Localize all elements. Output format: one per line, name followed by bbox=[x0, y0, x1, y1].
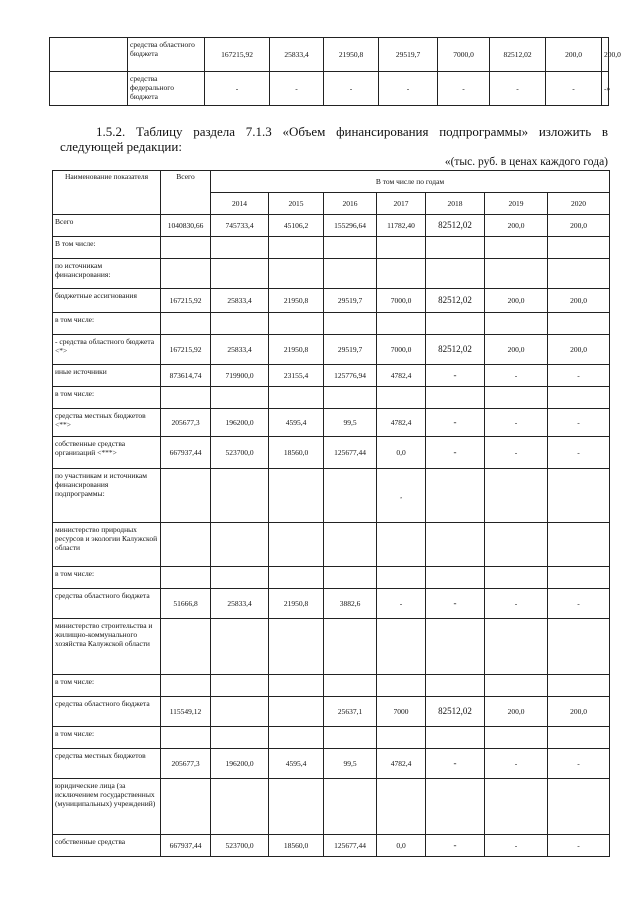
value-cell: 667937,44 bbox=[161, 437, 211, 469]
value-cell bbox=[269, 779, 324, 835]
value-cell: 125776,94 bbox=[324, 365, 377, 387]
value-cell bbox=[269, 523, 324, 567]
value-cell bbox=[324, 727, 377, 749]
header-year: 2014 bbox=[211, 193, 269, 215]
value-cell: - bbox=[548, 365, 610, 387]
value-cell: 167215,92 bbox=[161, 335, 211, 365]
value-cell bbox=[211, 469, 269, 523]
value-cell: 25637,1 bbox=[324, 697, 377, 727]
value-cell bbox=[377, 523, 426, 567]
value-cell: 21950,8 bbox=[269, 289, 324, 313]
value-cell: - bbox=[426, 409, 485, 437]
value-cell bbox=[269, 237, 324, 259]
value-cell bbox=[485, 313, 548, 335]
value-cell bbox=[324, 779, 377, 835]
value-cell: 29519,7 bbox=[324, 289, 377, 313]
row-label: в том числе: bbox=[53, 675, 161, 697]
value-cell: 0,0 bbox=[377, 835, 426, 857]
value-cell: 7000,0 bbox=[377, 289, 426, 313]
value-cell: - bbox=[485, 365, 548, 387]
table-row bbox=[53, 697, 610, 727]
value-cell bbox=[161, 387, 211, 409]
value-cell bbox=[211, 779, 269, 835]
row-label: по участникам и источникам финансирования подпрограммы: bbox=[53, 469, 161, 523]
value-cell bbox=[548, 313, 610, 335]
value-cell: 1040830,66 bbox=[161, 215, 211, 237]
value-cell: 23155,4 bbox=[269, 365, 324, 387]
value-cell: - bbox=[426, 749, 485, 779]
table-row bbox=[53, 437, 610, 469]
value-cell: 205677,3 bbox=[161, 749, 211, 779]
value-cell bbox=[377, 313, 426, 335]
value-cell: 0,0 bbox=[377, 437, 426, 469]
value-cell: - bbox=[270, 72, 324, 106]
row-label: средства областного бюджета bbox=[53, 697, 161, 727]
value-cell: 82512,02 bbox=[426, 335, 485, 365]
units-note: «(тыс. руб. в ценах каждого года) bbox=[444, 156, 608, 168]
value-cell bbox=[377, 387, 426, 409]
value-cell bbox=[426, 727, 485, 749]
value-cell: - bbox=[546, 72, 602, 106]
value-cell: 11782,40 bbox=[377, 215, 426, 237]
value-cell bbox=[485, 567, 548, 589]
header-total: Всего bbox=[161, 171, 211, 215]
value-cell bbox=[377, 259, 426, 289]
value-cell: 196200,0 bbox=[211, 409, 269, 437]
value-cell bbox=[211, 727, 269, 749]
header-year: 2017 bbox=[377, 193, 426, 215]
value-cell: - bbox=[485, 437, 548, 469]
value-cell: - bbox=[485, 835, 548, 857]
value-cell bbox=[485, 619, 548, 675]
table-row bbox=[53, 469, 610, 523]
value-cell: - bbox=[485, 589, 548, 619]
value-cell bbox=[485, 523, 548, 567]
value-cell bbox=[548, 675, 610, 697]
value-cell bbox=[426, 313, 485, 335]
row-label: по источникам финансирования: bbox=[53, 259, 161, 289]
value-cell bbox=[377, 567, 426, 589]
row-label: собственные средства bbox=[53, 835, 161, 857]
value-cell: 7000,0 bbox=[377, 335, 426, 365]
value-cell bbox=[211, 697, 269, 727]
value-cell: - bbox=[324, 72, 379, 106]
value-cell: - bbox=[377, 589, 426, 619]
value-cell: - bbox=[548, 835, 610, 857]
table-row bbox=[53, 365, 610, 387]
value-cell: 125677,44 bbox=[324, 437, 377, 469]
value-cell: 4595,4 bbox=[269, 409, 324, 437]
value-cell bbox=[548, 469, 610, 523]
value-cell bbox=[269, 619, 324, 675]
value-cell: 167215,92 bbox=[161, 289, 211, 313]
value-cell: 115549,12 bbox=[161, 697, 211, 727]
value-cell: 200,0 bbox=[546, 38, 602, 72]
value-cell: 82512,02 bbox=[426, 697, 485, 727]
table-row bbox=[53, 313, 610, 335]
value-cell bbox=[269, 697, 324, 727]
value-cell: 667937,44 bbox=[161, 835, 211, 857]
row-label: в том числе: bbox=[53, 387, 161, 409]
value-cell bbox=[211, 387, 269, 409]
value-cell bbox=[161, 523, 211, 567]
table-row bbox=[53, 727, 610, 749]
value-cell: 45106,2 bbox=[269, 215, 324, 237]
value-cell bbox=[548, 237, 610, 259]
table-row bbox=[53, 523, 610, 567]
value-cell bbox=[324, 567, 377, 589]
value-cell: 21950,8 bbox=[269, 589, 324, 619]
value-cell: 205677,3 bbox=[161, 409, 211, 437]
value-cell bbox=[426, 237, 485, 259]
value-cell: 18560,0 bbox=[269, 437, 324, 469]
row-label: собственные средства организаций <***> bbox=[53, 437, 161, 469]
value-cell bbox=[485, 259, 548, 289]
value-cell bbox=[485, 727, 548, 749]
value-cell: 4595,4 bbox=[269, 749, 324, 779]
value-cell bbox=[161, 313, 211, 335]
value-cell bbox=[377, 237, 426, 259]
value-cell bbox=[548, 727, 610, 749]
row-label: иные источники bbox=[53, 365, 161, 387]
value-cell bbox=[211, 675, 269, 697]
value-cell: - bbox=[438, 72, 490, 106]
financing-table bbox=[52, 170, 610, 857]
blank-cell bbox=[50, 72, 128, 106]
value-cell: 155296,64 bbox=[324, 215, 377, 237]
header-year: 2019 bbox=[485, 193, 548, 215]
row-label: средства областного бюджета bbox=[128, 38, 205, 72]
value-cell: - bbox=[426, 589, 485, 619]
table-row bbox=[53, 215, 610, 237]
value-cell: - bbox=[548, 749, 610, 779]
value-cell bbox=[269, 567, 324, 589]
value-cell bbox=[211, 237, 269, 259]
value-cell bbox=[426, 619, 485, 675]
value-cell: 7000 bbox=[377, 697, 426, 727]
value-cell bbox=[324, 619, 377, 675]
value-cell: - bbox=[426, 365, 485, 387]
value-cell: 4782,4 bbox=[377, 749, 426, 779]
header-year: 2015 bbox=[269, 193, 324, 215]
value-cell bbox=[426, 469, 485, 523]
row-label: юридические лица (за исключением государственных (муниципальных) учреждений) bbox=[53, 779, 161, 835]
value-cell bbox=[548, 523, 610, 567]
value-cell: 200,0 bbox=[602, 38, 609, 72]
value-cell: 196200,0 bbox=[211, 749, 269, 779]
value-cell bbox=[426, 259, 485, 289]
header-year: 2020 bbox=[548, 193, 610, 215]
value-cell: -» bbox=[602, 72, 609, 106]
value-cell: 3882,6 bbox=[324, 589, 377, 619]
value-cell: 523700,0 bbox=[211, 437, 269, 469]
table-row bbox=[53, 567, 610, 589]
value-cell: - bbox=[379, 72, 438, 106]
table-row bbox=[53, 259, 610, 289]
value-cell bbox=[161, 619, 211, 675]
value-cell bbox=[324, 313, 377, 335]
table-row bbox=[53, 589, 610, 619]
table-row bbox=[50, 38, 609, 72]
value-cell: - bbox=[548, 437, 610, 469]
value-cell: 200,0 bbox=[548, 215, 610, 237]
value-cell: 745733,4 bbox=[211, 215, 269, 237]
value-cell bbox=[426, 387, 485, 409]
value-cell: - bbox=[485, 409, 548, 437]
value-cell bbox=[269, 313, 324, 335]
value-cell bbox=[548, 619, 610, 675]
value-cell: 29519,7 bbox=[324, 335, 377, 365]
value-cell bbox=[269, 259, 324, 289]
value-cell: - bbox=[205, 72, 270, 106]
row-label: Всего bbox=[53, 215, 161, 237]
row-label: средства местных бюджетов bbox=[53, 749, 161, 779]
value-cell bbox=[426, 523, 485, 567]
value-cell: - bbox=[485, 749, 548, 779]
value-cell bbox=[269, 387, 324, 409]
value-cell bbox=[269, 727, 324, 749]
value-cell bbox=[324, 675, 377, 697]
row-label: в том числе: bbox=[53, 567, 161, 589]
table-row bbox=[50, 72, 609, 106]
value-cell bbox=[211, 619, 269, 675]
value-cell bbox=[426, 779, 485, 835]
value-cell: - bbox=[548, 409, 610, 437]
row-label: средства областного бюджета bbox=[53, 589, 161, 619]
value-cell: - bbox=[548, 589, 610, 619]
header-year: 2018 bbox=[426, 193, 485, 215]
value-cell: 200,0 bbox=[548, 289, 610, 313]
value-cell: 4782,4 bbox=[377, 365, 426, 387]
blank-cell bbox=[50, 38, 128, 72]
value-cell bbox=[269, 675, 324, 697]
value-cell bbox=[426, 675, 485, 697]
value-cell bbox=[161, 727, 211, 749]
value-cell: 873614,74 bbox=[161, 365, 211, 387]
value-cell: 82512,02 bbox=[426, 215, 485, 237]
value-cell: 21950,8 bbox=[269, 335, 324, 365]
value-cell: 719900,0 bbox=[211, 365, 269, 387]
value-cell: 4782,4 bbox=[377, 409, 426, 437]
value-cell: , bbox=[377, 469, 426, 523]
table-row bbox=[53, 675, 610, 697]
value-cell: 523700,0 bbox=[211, 835, 269, 857]
row-label: средства федерального бюджета bbox=[128, 72, 205, 106]
value-cell: - bbox=[426, 835, 485, 857]
previous-table-fragment bbox=[49, 37, 621, 106]
value-cell: 21950,8 bbox=[324, 38, 379, 72]
amendment-paragraph: 1.5.2. Таблицу раздела 7.1.3 «Объем финансирования подпрограммы» изложить в следующей редакции: bbox=[60, 124, 608, 154]
value-cell: 25833,4 bbox=[211, 589, 269, 619]
value-cell bbox=[548, 567, 610, 589]
value-cell: 200,0 bbox=[485, 335, 548, 365]
value-cell bbox=[211, 313, 269, 335]
table-row bbox=[53, 387, 610, 409]
value-cell bbox=[485, 387, 548, 409]
value-cell: 167215,92 bbox=[205, 38, 270, 72]
row-label: бюджетные ассигнования bbox=[53, 289, 161, 313]
value-cell: 99,5 bbox=[324, 749, 377, 779]
value-cell bbox=[211, 567, 269, 589]
value-cell: 82512,02 bbox=[426, 289, 485, 313]
value-cell: 200,0 bbox=[485, 289, 548, 313]
value-cell bbox=[548, 387, 610, 409]
value-cell bbox=[324, 387, 377, 409]
value-cell: 82512,02 bbox=[490, 38, 546, 72]
value-cell bbox=[161, 675, 211, 697]
value-cell bbox=[161, 259, 211, 289]
value-cell bbox=[485, 469, 548, 523]
table-row bbox=[53, 237, 610, 259]
row-label: министерство природных ресурсов и экологии Калужской области bbox=[53, 523, 161, 567]
value-cell bbox=[161, 237, 211, 259]
value-cell bbox=[324, 523, 377, 567]
value-cell bbox=[377, 727, 426, 749]
value-cell bbox=[211, 523, 269, 567]
value-cell bbox=[161, 779, 211, 835]
value-cell: - bbox=[426, 437, 485, 469]
header-indicator: Наименование показателя bbox=[53, 171, 161, 215]
value-cell: 200,0 bbox=[485, 697, 548, 727]
value-cell: 25833,4 bbox=[211, 289, 269, 313]
value-cell: 25833,4 bbox=[270, 38, 324, 72]
table-row bbox=[53, 749, 610, 779]
table-row bbox=[53, 619, 610, 675]
value-cell bbox=[161, 469, 211, 523]
value-cell bbox=[377, 779, 426, 835]
value-cell: 125677,44 bbox=[324, 835, 377, 857]
row-label: В том числе: bbox=[53, 237, 161, 259]
row-label: - средства областного бюджета <*> bbox=[53, 335, 161, 365]
value-cell bbox=[324, 237, 377, 259]
value-cell: 18560,0 bbox=[269, 835, 324, 857]
value-cell: 200,0 bbox=[485, 215, 548, 237]
value-cell bbox=[485, 675, 548, 697]
value-cell bbox=[377, 619, 426, 675]
value-cell bbox=[548, 259, 610, 289]
value-cell: 200,0 bbox=[548, 335, 610, 365]
value-cell bbox=[161, 567, 211, 589]
row-label: средства местных бюджетов <**> bbox=[53, 409, 161, 437]
row-label: министерство строительства и жилищно-коммунального хозяйства Калужской области bbox=[53, 619, 161, 675]
row-label: в том числе: bbox=[53, 313, 161, 335]
value-cell: 25833,4 bbox=[211, 335, 269, 365]
value-cell bbox=[426, 567, 485, 589]
value-cell bbox=[377, 675, 426, 697]
table-row bbox=[53, 409, 610, 437]
value-cell bbox=[548, 779, 610, 835]
row-label: в том числе: bbox=[53, 727, 161, 749]
table-row bbox=[53, 835, 610, 857]
value-cell: - bbox=[490, 72, 546, 106]
value-cell bbox=[269, 469, 324, 523]
value-cell bbox=[485, 237, 548, 259]
value-cell bbox=[324, 259, 377, 289]
table-row bbox=[53, 779, 610, 835]
table-row bbox=[53, 289, 610, 313]
header-by-years: В том числе по годам bbox=[211, 171, 610, 193]
value-cell: 51666,8 bbox=[161, 589, 211, 619]
value-cell: 29519,7 bbox=[379, 38, 438, 72]
value-cell bbox=[211, 259, 269, 289]
value-cell bbox=[485, 779, 548, 835]
value-cell: 99,5 bbox=[324, 409, 377, 437]
value-cell: 7000,0 bbox=[438, 38, 490, 72]
header-year: 2016 bbox=[324, 193, 377, 215]
table-row bbox=[53, 335, 610, 365]
value-cell: 200,0 bbox=[548, 697, 610, 727]
value-cell bbox=[324, 469, 377, 523]
